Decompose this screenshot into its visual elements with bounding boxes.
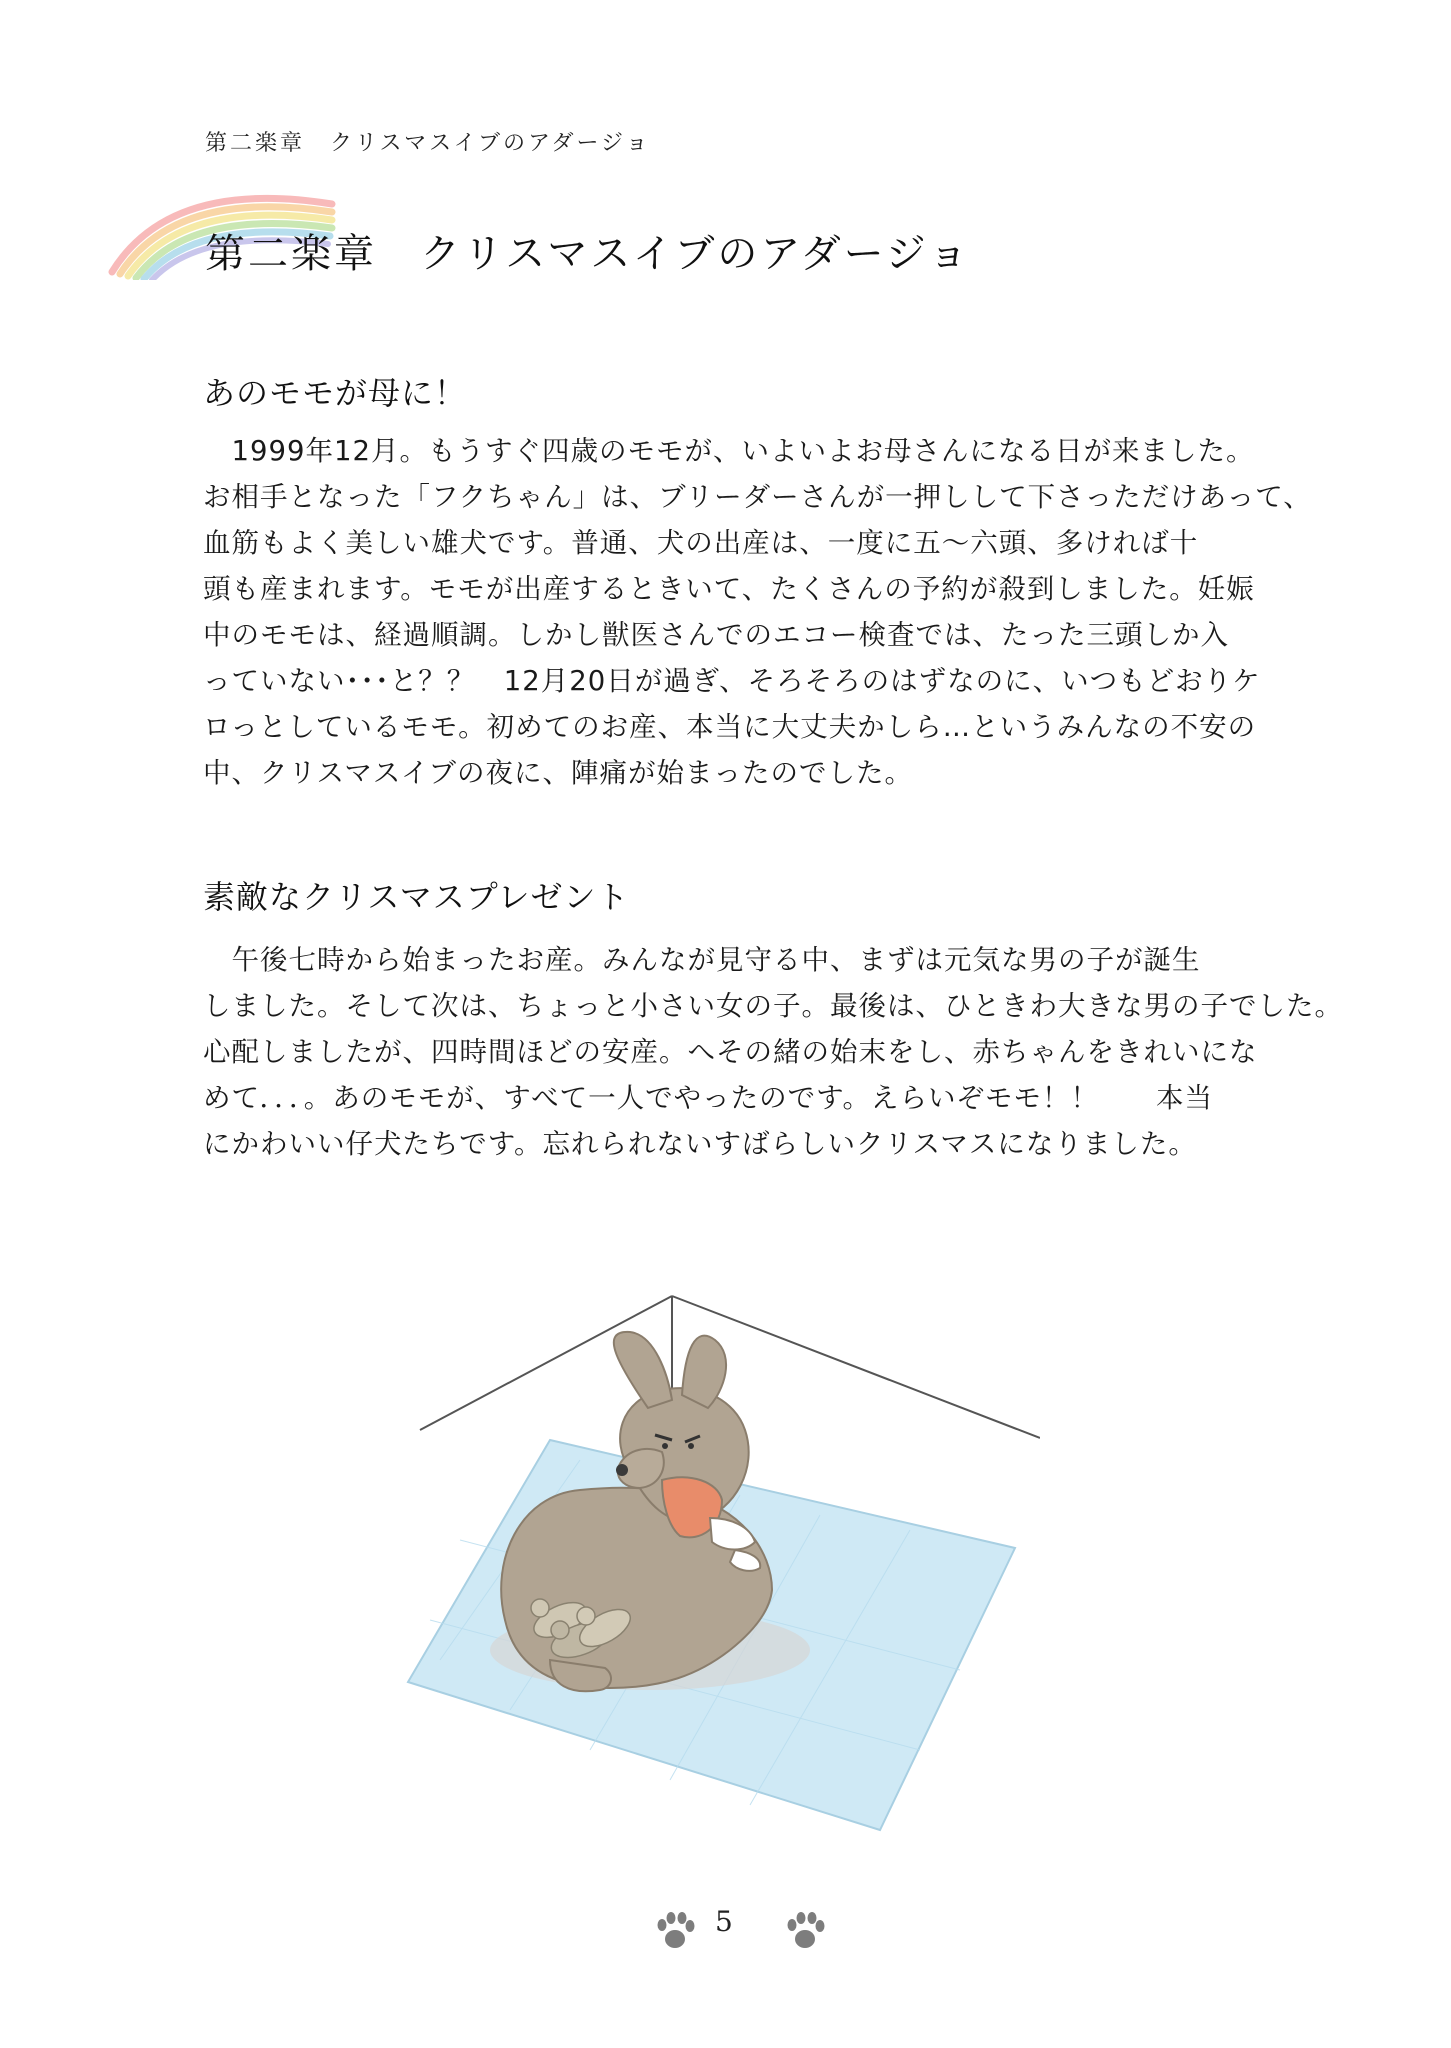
body-line: 血筋もよく美しい雄犬です。普通、犬の出産は、一度に五〜六頭、多ければ十: [203, 527, 1199, 559]
paw-print-icon: [655, 1909, 695, 1953]
paw-print-icon: [785, 1909, 825, 1953]
page-footer: [0, 1905, 1451, 1955]
body-line: 1999年12月。もうすぐ四歳のモモが、いよいよお母さんになる日が来ました。: [203, 435, 1255, 467]
chapter-title: 第二楽章 クリスマスイブのアダージョ: [205, 231, 971, 277]
section-body: [203, 937, 1343, 1167]
page-number: 5: [715, 1905, 733, 1938]
body-line: 心配しましたが、四時間ほどの安産。へその緒の始末をし、赤ちゃんをきれいにな: [203, 1036, 1258, 1068]
body-line: お相手となった「フクちゃん」は、ブリーダーさんが一押しして下さっただけあって、: [203, 481, 1312, 513]
body-line: っていない･･･と？？ 12月20日が過ぎ、そろそろのはずなのに、いつもどおりケ: [203, 665, 1261, 697]
body-line: めて．．．。あのモモが、すべて一人でやったのです。えらいぞモモ！！ 本当: [203, 1082, 1213, 1114]
section-heading: 素敵なクリスマスプレゼント: [203, 878, 630, 916]
section-heading: あのモモが母に！: [203, 374, 468, 412]
body-line: ロっとしているモモ。初めてのお産、本当に大丈夫かしら…というみんなの不安の: [203, 711, 1257, 743]
body-line: にかわいい仔犬たちです。忘れられないすばらしいクリスマスになりました。: [203, 1128, 1197, 1160]
section-body: [203, 428, 1312, 796]
running-header: 第二楽章 クリスマスイブのアダージョ: [205, 131, 651, 156]
body-line: 頭も産まれます。モモが出産するときいて、たくさんの予約が殺到しました。妊娠: [203, 573, 1255, 605]
body-line: 中、クリスマスイブの夜に、陣痛が始まったのでした。: [203, 757, 914, 789]
body-line: 中のモモは、経過順調。しかし獣医さんでのエコー検査では、たった三頭しか入: [203, 619, 1229, 651]
body-line: 午後七時から始まったお産。みんなが見守る中、まずは元気な男の子が誕生: [203, 944, 1201, 976]
body-line: しました。そして次は、ちょっと小さい女の子。最後は、ひときわ大きな男の子でした。: [203, 990, 1343, 1022]
dog-nursing-puppies-illustration: [400, 1290, 1040, 1850]
